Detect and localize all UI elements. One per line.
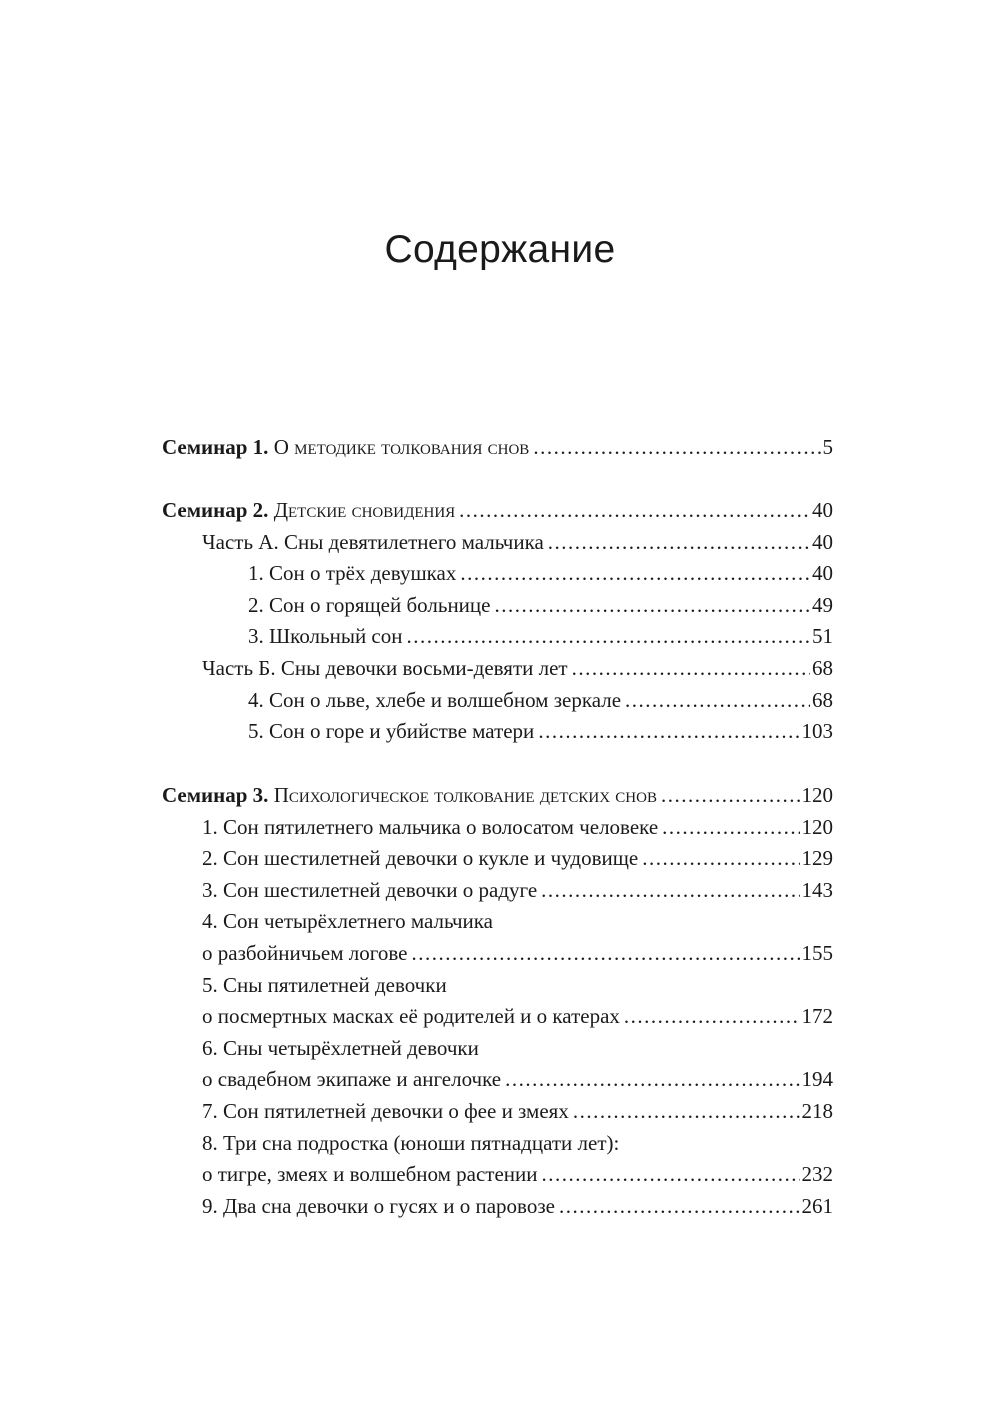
seminar-title: Детские сновидения — [273, 498, 456, 522]
dot-leader — [538, 716, 799, 748]
toc-entry[interactable] — [162, 875, 833, 907]
dot-leader — [505, 1064, 799, 1096]
dot-leader — [407, 621, 811, 653]
dot-leader — [625, 685, 810, 717]
toc-entry[interactable] — [162, 653, 833, 685]
toc-entry[interactable] — [162, 495, 833, 527]
page-number: 40 — [812, 529, 833, 554]
page-number: 40 — [812, 561, 833, 586]
dot-leader — [411, 938, 799, 970]
toc-entry[interactable] — [162, 716, 833, 748]
entry-text: 5. Сны пятилетней девочки — [202, 972, 447, 997]
toc-entry-line2[interactable] — [162, 1001, 833, 1033]
dot-leader — [661, 780, 800, 812]
entry-text: о свадебном экипаже и ангелочке — [202, 1067, 502, 1092]
seminar-label: Семинар 3. — [162, 783, 269, 807]
toc-entry[interactable] — [162, 1191, 833, 1223]
page-title: Содержание — [384, 228, 616, 271]
page-number: 155 — [801, 940, 833, 965]
entry-text: 4. Сон о льве, хлебе и волшебном зеркале — [248, 687, 622, 712]
toc-entry[interactable] — [162, 1096, 833, 1128]
page-number: 143 — [801, 877, 833, 902]
page-number: 120 — [801, 814, 833, 839]
dot-leader — [662, 812, 799, 844]
seminar-title: О методике толкования снов — [273, 435, 530, 459]
toc-entry-line2[interactable] — [162, 1064, 833, 1096]
dot-leader — [494, 590, 810, 622]
page-number: 194 — [801, 1067, 833, 1092]
page-number: 172 — [801, 1004, 833, 1029]
dot-leader — [573, 1096, 800, 1128]
toc-entry[interactable] — [162, 621, 833, 653]
entry-text: 6. Сны четырёхлетней девочки — [202, 1035, 479, 1060]
toc-entry-line2[interactable] — [162, 938, 833, 970]
entry-text: 4. Сон четырёхлетнего мальчика — [202, 909, 493, 934]
seminar-label: Семинар 2. — [162, 498, 269, 522]
entry-text: 1. Сон о трёх девушках — [248, 561, 457, 586]
dot-leader — [642, 843, 799, 875]
entry-text: Часть А. Сны девятилетнего мальчика — [202, 529, 544, 554]
page-number: 68 — [812, 655, 833, 680]
entry-text: о посмертных масках её родителей и о катерах — [202, 1004, 620, 1029]
entry-text: 5. Сон о горе и убийстве матери — [248, 719, 535, 744]
entry-text: 1. Сон пятилетнего мальчика о волосатом человеке — [202, 814, 659, 839]
seminar-title: Психологическое толкование детских снов — [273, 783, 657, 807]
toc-entry-line2[interactable] — [162, 1159, 833, 1191]
toc-entry[interactable] — [162, 432, 833, 464]
entry-text: 8. Три сна подростка (юноши пятнадцати лет): — [202, 1130, 620, 1155]
toc-entry-line1[interactable] — [162, 1128, 833, 1160]
entry-text: 2. Сон о горящей больнице — [248, 592, 491, 617]
toc-entry[interactable] — [162, 527, 833, 559]
entry-text: 3. Школьный сон — [248, 624, 403, 649]
dot-leader — [542, 1159, 800, 1191]
toc-entry-line1[interactable] — [162, 1033, 833, 1065]
page-number: 261 — [801, 1193, 833, 1218]
entry-text: 3. Сон шестилетней девочки о радуге — [202, 877, 538, 902]
dot-leader — [460, 558, 810, 590]
toc-entry[interactable] — [162, 780, 833, 812]
seminar-label: Семинар 1. — [162, 435, 269, 459]
page-number: 218 — [801, 1098, 833, 1123]
page-number: 5 — [822, 435, 833, 459]
dot-leader — [459, 495, 810, 527]
entry-text: 7. Сон пятилетней девочки о фее и змеях — [202, 1098, 569, 1123]
toc-entry[interactable] — [162, 558, 833, 590]
toc-entry[interactable] — [162, 843, 833, 875]
page-number: 51 — [812, 624, 833, 649]
dot-leader — [533, 432, 820, 464]
toc-entry-line1[interactable] — [162, 906, 833, 938]
dot-leader — [624, 1001, 800, 1033]
toc-entry[interactable] — [162, 685, 833, 717]
toc-seminar-1 — [162, 432, 833, 464]
page-number: 40 — [812, 498, 833, 522]
dot-leader — [541, 875, 799, 907]
entry-text: 2. Сон шестилетней девочки о кукле и чудовище — [202, 846, 639, 871]
dot-leader — [572, 653, 810, 685]
page-number: 103 — [801, 719, 833, 744]
page-number: 49 — [812, 592, 833, 617]
toc-entry-line1[interactable] — [162, 970, 833, 1002]
page-number: 120 — [801, 783, 833, 807]
page-number: 129 — [801, 846, 833, 871]
dot-leader — [559, 1191, 800, 1223]
toc-seminar-3 — [162, 780, 833, 1222]
dot-leader — [548, 527, 810, 559]
toc-entry[interactable] — [162, 590, 833, 622]
page-number: 68 — [812, 687, 833, 712]
toc-seminar-2 — [162, 495, 833, 748]
toc-entry[interactable] — [162, 812, 833, 844]
entry-text: 9. Два сна девочки о гусях и о паровозе — [202, 1193, 555, 1218]
entry-text: Часть Б. Сны девочки восьми-девяти лет — [202, 655, 568, 680]
entry-text: о разбойничьем логове — [202, 940, 408, 965]
page-number: 232 — [801, 1162, 833, 1187]
entry-text: о тигре, змеях и волшебном растении — [202, 1162, 538, 1187]
